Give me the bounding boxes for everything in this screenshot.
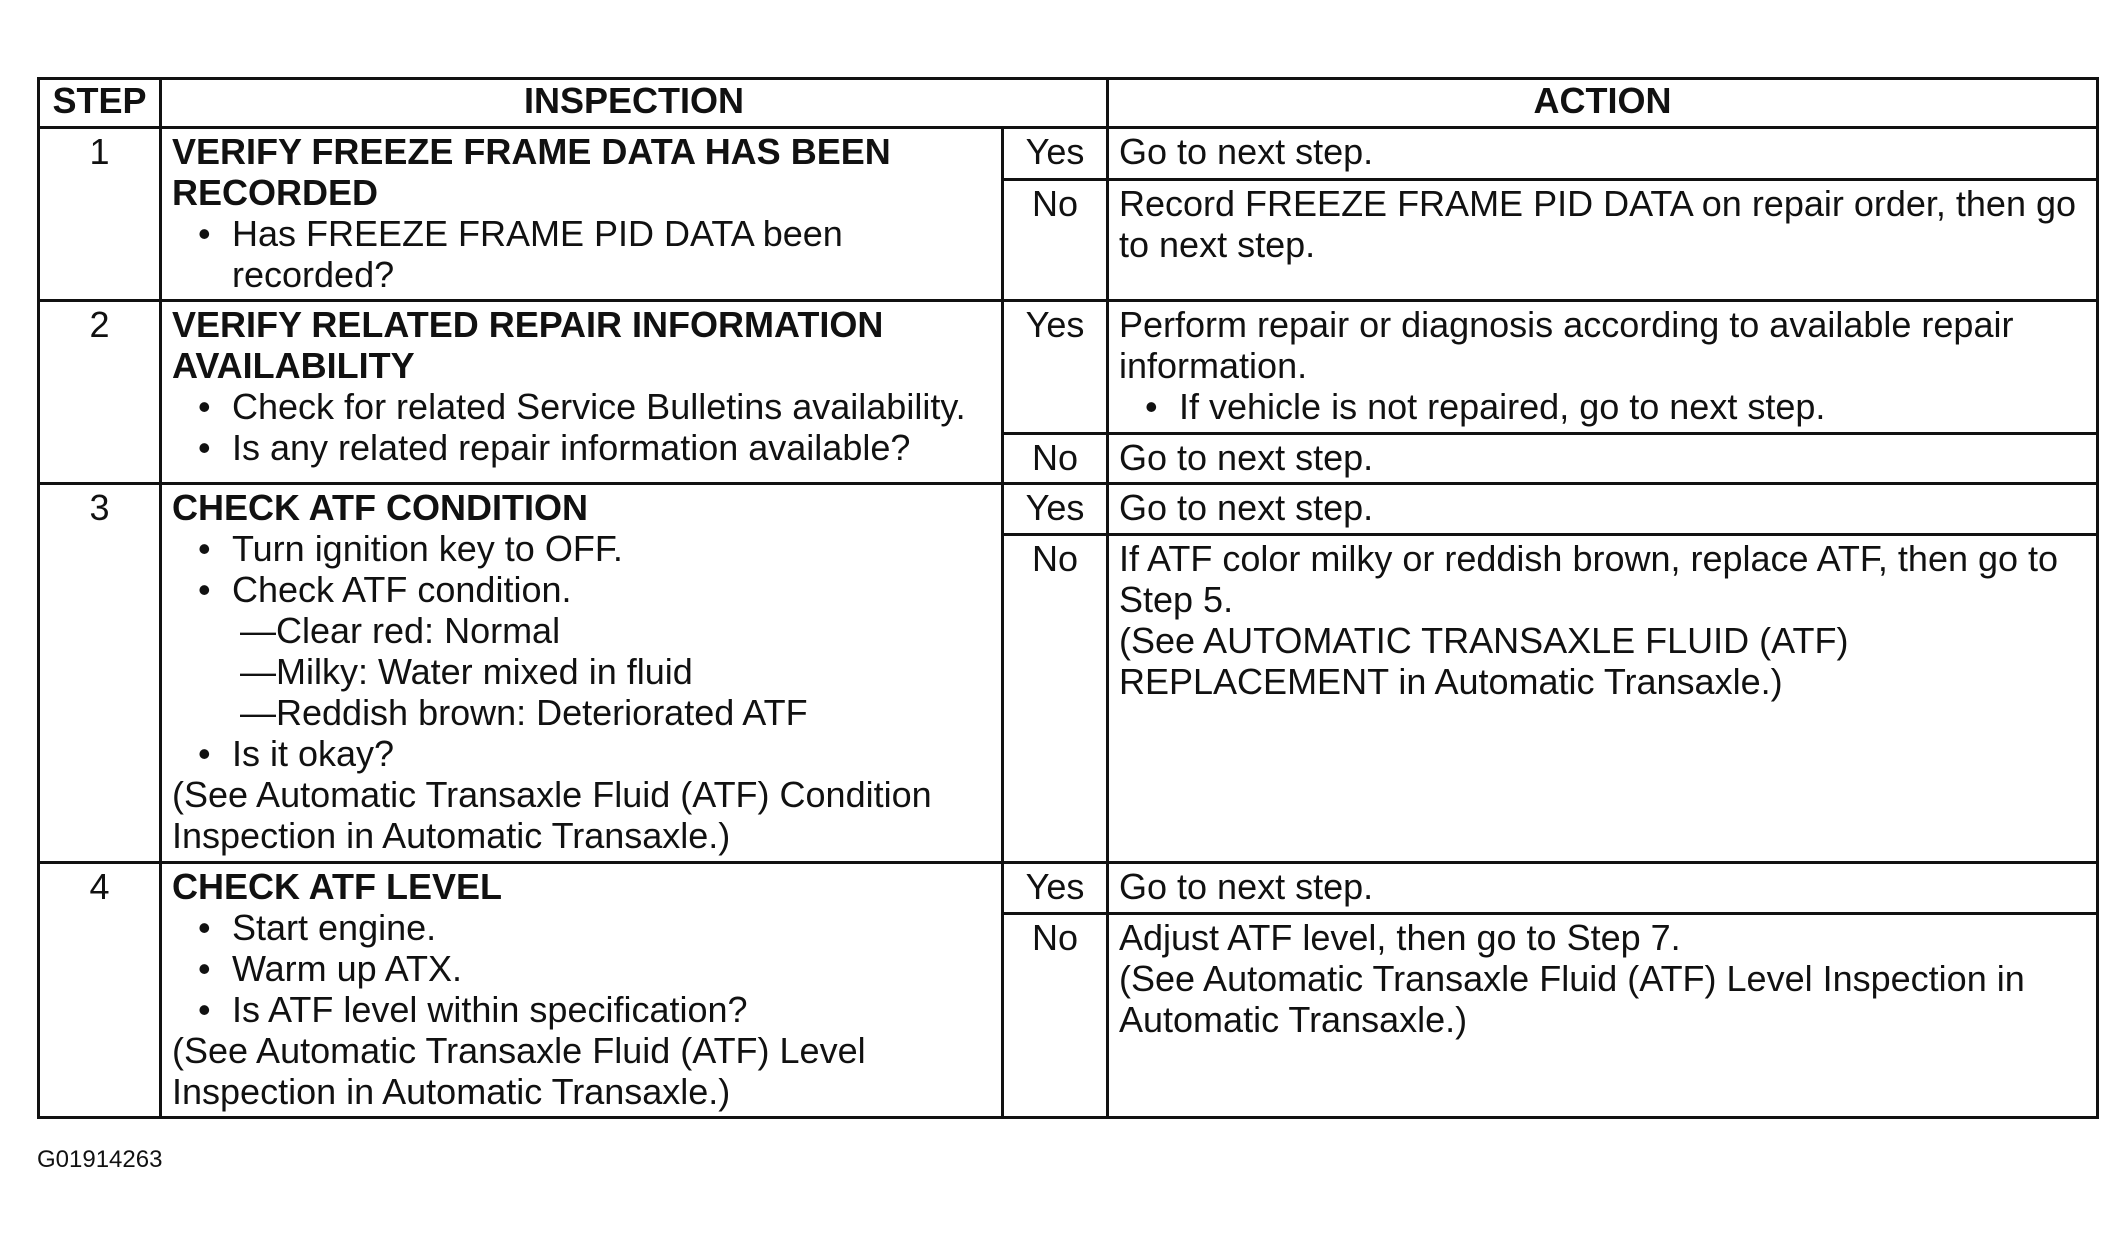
inspection-bullets (172, 213, 991, 295)
inspection-cell (161, 128, 1003, 301)
inspection-title: VERIFY RELATED REPAIR INFORMATION AVAILABILITY (172, 304, 884, 386)
no-action-reference: (See Automatic Transaxle Fluid (ATF) Level Inspection in Automatic Transaxle.) (1119, 958, 2025, 1041)
bullet-item: • Start engine. (172, 907, 991, 948)
step-3-yes-row (39, 484, 2098, 535)
step-4-yes-row (39, 863, 2098, 914)
dash-item: — Milky: Water mixed in fluid (172, 651, 991, 692)
step-number: 4 (39, 863, 161, 1118)
no-action: Adjust ATF level, then go to Step 7. (1119, 917, 1681, 959)
step-number: 3 (39, 484, 161, 863)
no-action: If ATF color milky or reddish brown, replace ATF, then go to Step 5. (1119, 538, 2059, 620)
yes-action: Perform repair or diagnosis according to available repair information. (1119, 304, 2014, 386)
bullet-item: • Is ATF level within specification? (172, 989, 991, 1030)
dash-item: — Clear red: Normal (172, 610, 991, 651)
yes-action-cell (1108, 301, 2098, 434)
inspection-title: CHECK ATF LEVEL (172, 866, 502, 907)
yes-action: Go to next step. (1108, 128, 2098, 180)
header-step: STEP (39, 79, 161, 128)
bullet-item: • If vehicle is not repaired, go to next step. (1119, 386, 2086, 427)
yes-label: Yes (1003, 484, 1108, 535)
header-action: ACTION (1108, 79, 2098, 128)
step-number: 1 (39, 128, 161, 301)
bullet-item: • Check ATF condition. (172, 569, 991, 610)
no-action-reference: (See AUTOMATIC TRANSAXLE FLUID (ATF) REPLACEMENT in Automatic Transaxle.) (1119, 620, 1849, 702)
yes-label: Yes (1003, 128, 1108, 180)
yes-action: Go to next step. (1108, 484, 2098, 535)
header-inspection: INSPECTION (161, 79, 1108, 128)
yes-action: Go to next step. (1108, 863, 2098, 914)
figure-id: G01914263 (37, 1146, 163, 1173)
diagnostic-table (37, 77, 2099, 1119)
header-row (39, 79, 2098, 128)
inspection-title: VERIFY FREEZE FRAME DATA HAS BEEN RECORDED (172, 131, 891, 213)
inspection-bullets (172, 528, 991, 610)
inspection-cell (161, 301, 1003, 484)
no-action: Record FREEZE FRAME PID DATA on repair order, then go to next step. (1108, 180, 2098, 301)
no-label: No (1003, 180, 1108, 301)
inspection-bullets (172, 386, 991, 468)
inspection-bullets (172, 907, 991, 1030)
reference-note: (See Automatic Transaxle Fluid (ATF) Condition Inspection in Automatic Transaxle.) (172, 774, 932, 856)
bullet-item: • Turn ignition key to OFF. (172, 528, 991, 569)
step-1-yes-row (39, 128, 2098, 180)
dash-item: — Reddish brown: Deteriorated ATF (172, 692, 991, 733)
yes-label: Yes (1003, 301, 1108, 434)
inspection-bullets (172, 733, 991, 774)
bullet-item: • Has FREEZE FRAME PID DATA been recorded? (172, 213, 991, 295)
inspection-title: CHECK ATF CONDITION (172, 487, 588, 528)
yes-label: Yes (1003, 863, 1108, 914)
no-action: Go to next step. (1108, 434, 2098, 484)
bullet-item: • Warm up ATX. (172, 948, 991, 989)
bullet-item: • Check for related Service Bulletins availability. (172, 386, 991, 427)
bullet-item: • Is any related repair information available? (172, 427, 991, 468)
reference-note: (See Automatic Transaxle Fluid (ATF) Level Inspection in Automatic Transaxle.) (172, 1030, 866, 1112)
yes-action-bullets (1119, 386, 2086, 427)
no-action-cell (1108, 535, 2098, 863)
no-action-cell (1108, 914, 2098, 1118)
no-label: No (1003, 535, 1108, 863)
inspection-cell (161, 484, 1003, 863)
step-number: 2 (39, 301, 161, 484)
inspection-cell (161, 863, 1003, 1118)
step-2-yes-row (39, 301, 2098, 434)
no-label: No (1003, 434, 1108, 484)
bullet-item: • Is it okay? (172, 733, 991, 774)
no-label: No (1003, 914, 1108, 1118)
